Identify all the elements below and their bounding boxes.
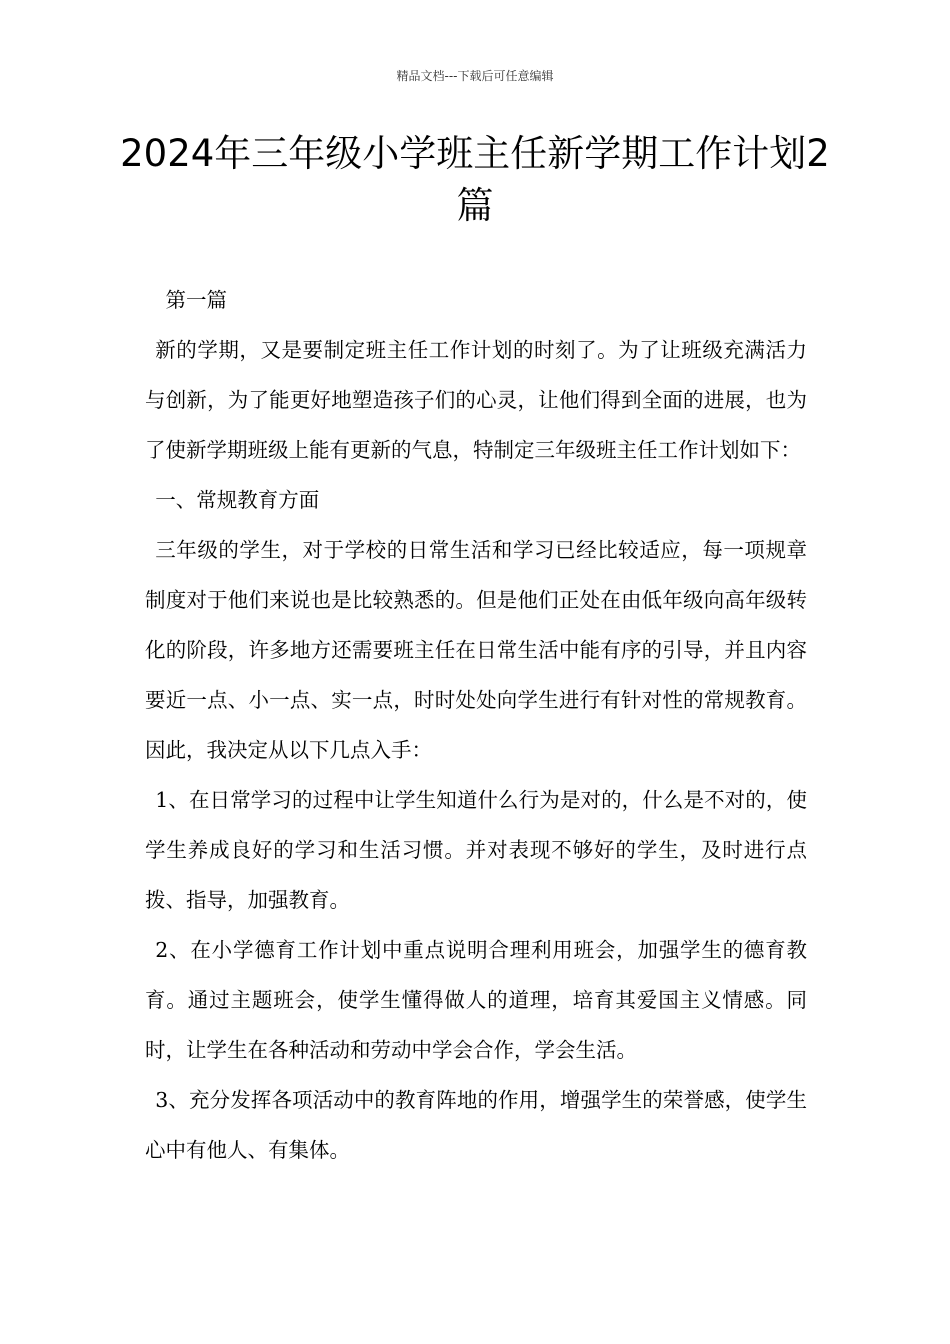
paragraph-item-3: 3、充分发挥各项活动中的教育阵地的作用，增强学生的荣誉感，使学生心中有他人、有集体。 <box>145 1088 807 1162</box>
document-body <box>145 275 807 1175</box>
paragraph-item-1: 1、在日常学习的过程中让学生知道什么行为是对的，什么是不对的，使学生养成良好的学习和生活习惯。并对表现不够好的学生，及时进行点拨、指导，加强教育。 <box>145 788 807 912</box>
paragraph-item-2: 2、在小学德育工作计划中重点说明合理利用班会，加强学生的德育教育。通过主题班会，使学生懂得做人的道理，培育其爱国主义情感。同时，让学生在各种活动和劳动中学会合作，学会生活。 <box>145 938 807 1062</box>
paragraph-intro: 新的学期，又是要制定班主任工作计划的时刻了。为了让班级充满活力与创新，为了能更好地塑造孩子们的心灵，让他们得到全面的进展，也为了使新学期班级上能有更新的气息，特制定三年级班主任工作计划如下： <box>145 338 807 462</box>
paragraph-routine-intro: 三年级的学生，对于学校的日常生活和学习已经比较适应，每一项规章制度对于他们来说也是比较熟悉的。但是他们正处在由低年级向高年级转化的阶段，许多地方还需要班主任在日常生活中能有序的引导，并且内容要近一点、小一点、实一点，时时处处向学生进行有针对性的常规教育。因此，我决定从以下几点入手： <box>145 538 807 762</box>
document-title: 2024年三年级小学班主任新学期工作计划2篇 <box>120 132 830 227</box>
page-header: 精品文档---下载后可任意编辑 <box>396 69 554 83</box>
section-heading: 第一篇 <box>165 288 227 312</box>
paragraph-heading-routine: 一、常规教育方面 <box>155 488 320 512</box>
